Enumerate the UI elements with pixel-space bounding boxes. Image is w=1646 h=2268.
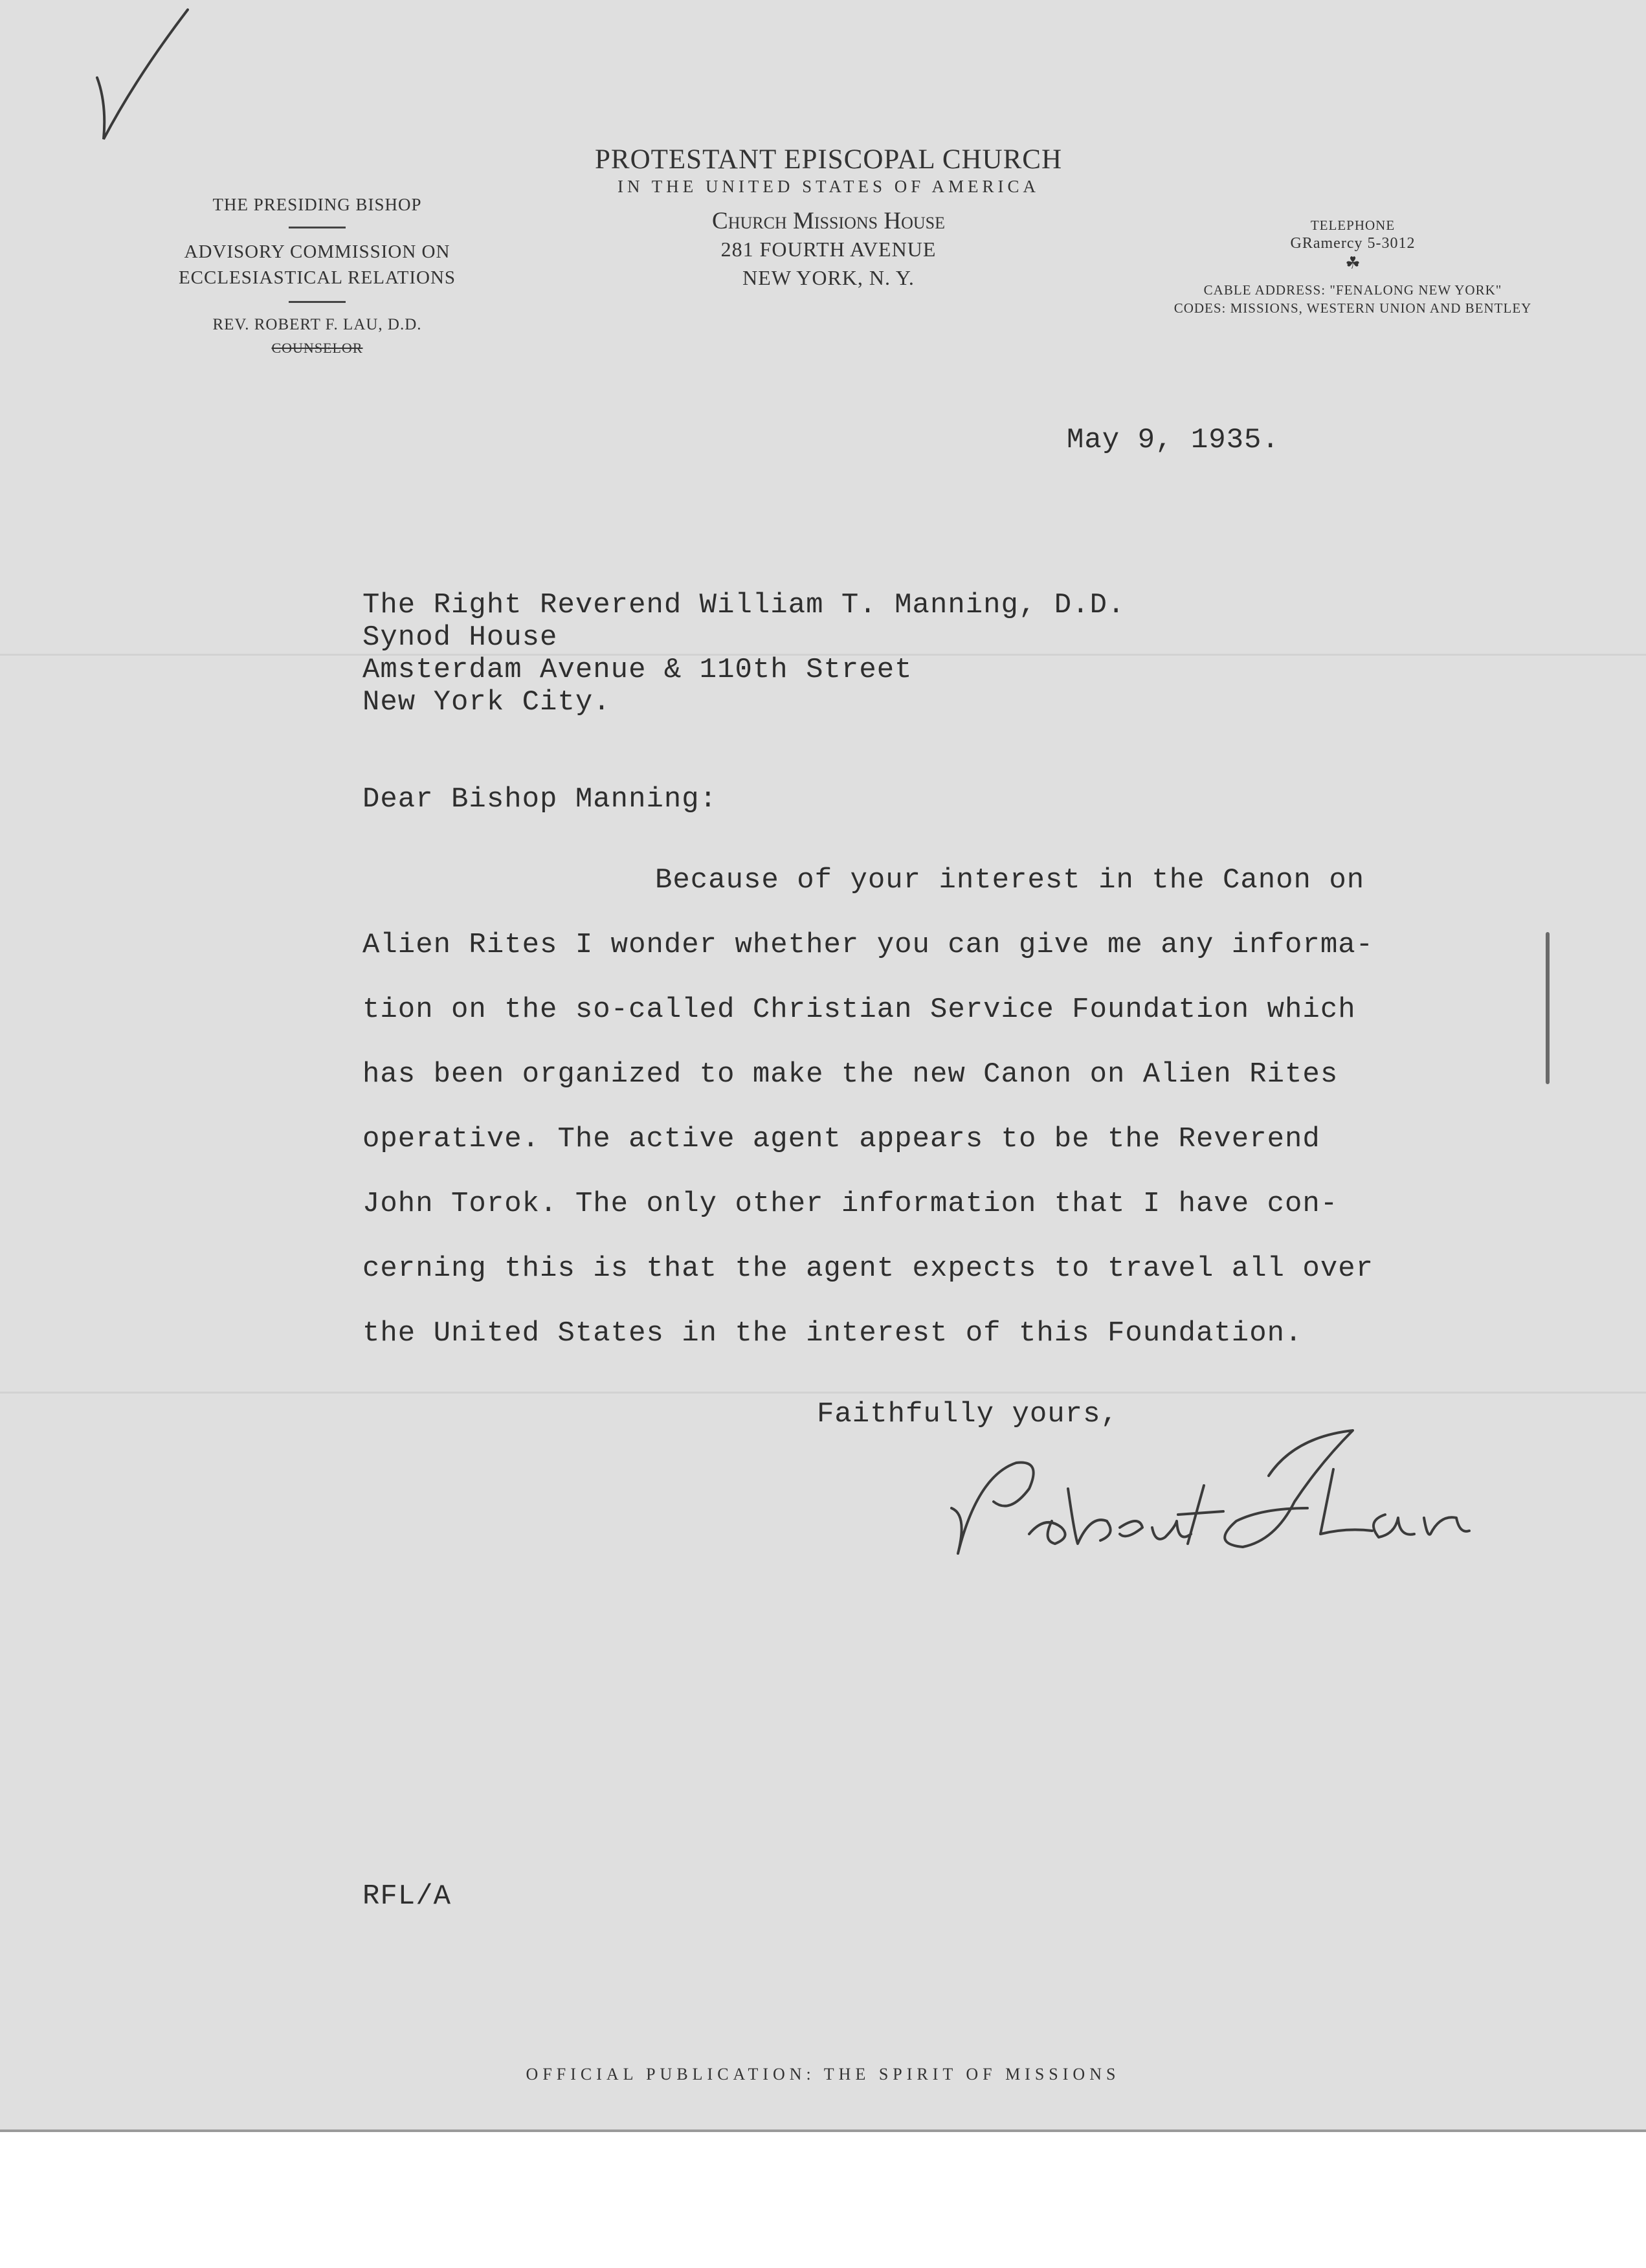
letterhead-left [129, 193, 505, 360]
letter-body [362, 848, 1374, 1366]
body-line: the United States in the interest of this Foundation. [362, 1317, 1303, 1350]
letterhead-right [1126, 216, 1579, 317]
letter-date: May 9, 1935. [1067, 424, 1280, 456]
body-line: has been organized to make the new Canon on Alien Rites [362, 1058, 1339, 1091]
body-line: tion on the so-called Christian Service Foundation which [362, 994, 1356, 1026]
telephone-label: TELEPHONE [1310, 217, 1396, 233]
codes: CODES: MISSIONS, WESTERN UNION AND BENTLEY [1173, 300, 1532, 316]
church-name: PROTESTANT EPISCOPAL CHURCH [594, 144, 1063, 175]
commission-line-1: ADVISORY COMMISSION ON [184, 241, 450, 262]
body-line: Alien Rites I wonder whether you can give me any informa- [362, 929, 1374, 961]
body-line: John Torok. The only other information that I have con- [362, 1188, 1339, 1220]
body-line: cerning this is that the agent expects to travel all over [362, 1252, 1374, 1285]
recipient-address [362, 589, 1125, 718]
church-country: IN THE UNITED STATES OF AMERICA [617, 177, 1040, 196]
counselor-title: COUNSELOR [271, 340, 363, 356]
closing: Faithfully yours, [817, 1398, 1118, 1430]
recipient-line-4: New York City. [362, 686, 611, 718]
missions-house: Church Missions House [712, 208, 945, 234]
cable-address: CABLE ADDRESS: "FENALONG NEW YORK" [1203, 282, 1502, 298]
body-line: operative. The active agent appears to be the Reverend [362, 1123, 1320, 1155]
recipient-line-2: Synod House [362, 621, 558, 654]
recipient-name: The Right Reverend William T. Manning, D.D. [362, 589, 1126, 621]
salutation: Dear Bishop Manning: [362, 783, 718, 816]
fold-line [0, 1392, 1646, 1394]
counselor-name: REV. ROBERT F. LAU, D.D. [212, 316, 422, 333]
margin-mark [1546, 932, 1550, 1084]
commission-line-2: ECCLESIASTICAL RELATIONS [178, 267, 456, 288]
city-address: NEW YORK, N. Y. [742, 266, 915, 289]
divider [289, 227, 346, 228]
presiding-bishop: THE PRESIDING BISHOP [212, 195, 422, 214]
telephone-number: GRamercy 5-3012 [1290, 235, 1416, 252]
footer-publication: OFFICIAL PUBLICATION: THE SPIRIT OF MISSIONS [526, 2065, 1120, 2084]
letterhead-center [505, 144, 1152, 292]
body-line: Because of your interest in the Canon on [655, 864, 1365, 896]
reference-initials: RFL/A [362, 1880, 452, 1913]
street-address: 281 FOURTH AVENUE [720, 238, 937, 261]
divider [289, 301, 346, 303]
ornament-icon: ☘ [1345, 254, 1361, 272]
signature [932, 1424, 1515, 1573]
checkmark-icon [78, 0, 207, 155]
recipient-line-3: Amsterdam Avenue & 110th Street [362, 654, 913, 686]
